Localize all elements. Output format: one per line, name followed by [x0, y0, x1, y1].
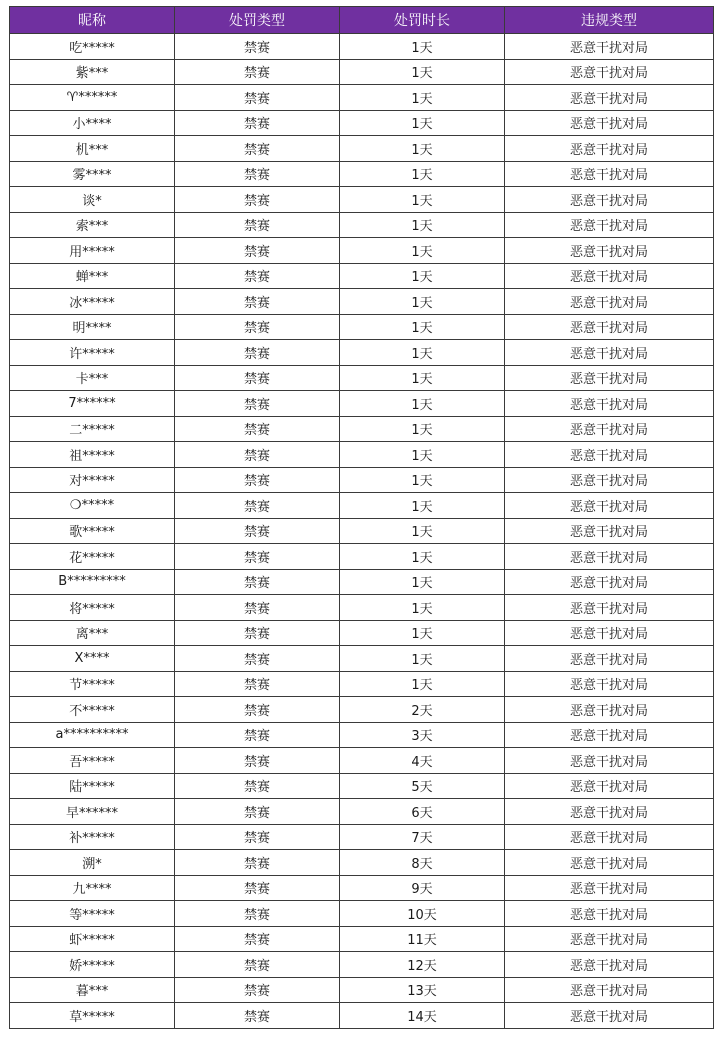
cell-penalty-type: 禁赛 — [175, 365, 340, 391]
table-row — [10, 136, 714, 162]
cell-penalty-duration: 2天 — [340, 697, 505, 723]
cell-nickname: 7****** — [10, 391, 175, 417]
cell-violation-type: 恶意干扰对局 — [505, 340, 714, 366]
table-row — [10, 416, 714, 442]
cell-violation-type: 恶意干扰对局 — [505, 187, 714, 213]
cell-penalty-duration: 3天 — [340, 722, 505, 748]
table-row — [10, 850, 714, 876]
cell-penalty-duration: 10天 — [340, 901, 505, 927]
cell-nickname: 机*** — [10, 136, 175, 162]
cell-violation-type: 恶意干扰对局 — [505, 977, 714, 1003]
table-row — [10, 161, 714, 187]
cell-nickname: 雾**** — [10, 161, 175, 187]
cell-nickname: B********* — [10, 569, 175, 595]
cell-penalty-type: 禁赛 — [175, 671, 340, 697]
cell-penalty-duration: 9天 — [340, 875, 505, 901]
cell-nickname: 不***** — [10, 697, 175, 723]
cell-nickname: 小**** — [10, 110, 175, 136]
table-row — [10, 442, 714, 468]
cell-nickname: 索*** — [10, 212, 175, 238]
cell-nickname: 将***** — [10, 595, 175, 621]
cell-nickname: 祖***** — [10, 442, 175, 468]
cell-penalty-duration: 6天 — [340, 799, 505, 825]
cell-penalty-duration: 1天 — [340, 263, 505, 289]
table-row — [10, 901, 714, 927]
table-row — [10, 289, 714, 315]
cell-penalty-duration: 1天 — [340, 467, 505, 493]
table-row — [10, 187, 714, 213]
cell-penalty-type: 禁赛 — [175, 212, 340, 238]
cell-violation-type: 恶意干扰对局 — [505, 620, 714, 646]
table-row — [10, 391, 714, 417]
cell-nickname: 九**** — [10, 875, 175, 901]
cell-penalty-type: 禁赛 — [175, 314, 340, 340]
table-row — [10, 722, 714, 748]
cell-penalty-type: 禁赛 — [175, 187, 340, 213]
cell-violation-type: 恶意干扰对局 — [505, 646, 714, 672]
cell-penalty-duration: 14天 — [340, 1003, 505, 1029]
cell-penalty-type: 禁赛 — [175, 544, 340, 570]
cell-penalty-duration: 1天 — [340, 671, 505, 697]
cell-violation-type: 恶意干扰对局 — [505, 314, 714, 340]
cell-nickname: 补***** — [10, 824, 175, 850]
table-row — [10, 773, 714, 799]
cell-penalty-type: 禁赛 — [175, 901, 340, 927]
cell-penalty-duration: 1天 — [340, 340, 505, 366]
cell-penalty-duration: 1天 — [340, 59, 505, 85]
table-row — [10, 314, 714, 340]
cell-nickname: ❍***** — [10, 493, 175, 519]
table-row — [10, 926, 714, 952]
cell-violation-type: 恶意干扰对局 — [505, 595, 714, 621]
cell-penalty-duration: 1天 — [340, 365, 505, 391]
cell-violation-type: 恶意干扰对局 — [505, 161, 714, 187]
cell-violation-type: 恶意干扰对局 — [505, 824, 714, 850]
table-row — [10, 263, 714, 289]
cell-nickname: 娇***** — [10, 952, 175, 978]
table-row — [10, 697, 714, 723]
table-row — [10, 569, 714, 595]
cell-penalty-duration: 1天 — [340, 595, 505, 621]
cell-nickname: 溯* — [10, 850, 175, 876]
cell-penalty-type: 禁赛 — [175, 850, 340, 876]
cell-nickname: 谈* — [10, 187, 175, 213]
cell-violation-type: 恶意干扰对局 — [505, 952, 714, 978]
cell-penalty-duration: 1天 — [340, 85, 505, 111]
cell-penalty-duration: 11天 — [340, 926, 505, 952]
cell-penalty-duration: 8天 — [340, 850, 505, 876]
table-row — [10, 977, 714, 1003]
cell-penalty-type: 禁赛 — [175, 493, 340, 519]
cell-violation-type: 恶意干扰对局 — [505, 85, 714, 111]
cell-penalty-type: 禁赛 — [175, 620, 340, 646]
cell-violation-type: 恶意干扰对局 — [505, 926, 714, 952]
cell-penalty-type: 禁赛 — [175, 416, 340, 442]
cell-penalty-type: 禁赛 — [175, 136, 340, 162]
cell-nickname: a********** — [10, 722, 175, 748]
cell-violation-type: 恶意干扰对局 — [505, 136, 714, 162]
table-row — [10, 467, 714, 493]
table-row — [10, 748, 714, 774]
cell-penalty-duration: 1天 — [340, 212, 505, 238]
table-row — [10, 646, 714, 672]
cell-violation-type: 恶意干扰对局 — [505, 773, 714, 799]
cell-violation-type: 恶意干扰对局 — [505, 365, 714, 391]
cell-penalty-duration: 1天 — [340, 442, 505, 468]
cell-penalty-duration: 1天 — [340, 493, 505, 519]
cell-penalty-type: 禁赛 — [175, 926, 340, 952]
cell-violation-type: 恶意干扰对局 — [505, 391, 714, 417]
cell-nickname: 冰***** — [10, 289, 175, 315]
cell-violation-type: 恶意干扰对局 — [505, 544, 714, 570]
cell-violation-type: 恶意干扰对局 — [505, 263, 714, 289]
cell-violation-type: 恶意干扰对局 — [505, 518, 714, 544]
table-row — [10, 1003, 714, 1029]
cell-penalty-type: 禁赛 — [175, 467, 340, 493]
cell-violation-type: 恶意干扰对局 — [505, 901, 714, 927]
table-row — [10, 671, 714, 697]
cell-penalty-type: 禁赛 — [175, 773, 340, 799]
cell-penalty-type: 禁赛 — [175, 289, 340, 315]
cell-penalty-type: 禁赛 — [175, 722, 340, 748]
cell-penalty-type: 禁赛 — [175, 442, 340, 468]
cell-penalty-duration: 5天 — [340, 773, 505, 799]
cell-violation-type: 恶意干扰对局 — [505, 416, 714, 442]
cell-nickname: 蝉*** — [10, 263, 175, 289]
penalty-table — [9, 6, 714, 1029]
cell-penalty-type: 禁赛 — [175, 646, 340, 672]
cell-nickname: 许***** — [10, 340, 175, 366]
cell-penalty-type: 禁赛 — [175, 799, 340, 825]
cell-penalty-type: 禁赛 — [175, 391, 340, 417]
cell-nickname: 明**** — [10, 314, 175, 340]
table-row — [10, 34, 714, 60]
cell-penalty-duration: 1天 — [340, 161, 505, 187]
table-row — [10, 544, 714, 570]
cell-nickname: 吃***** — [10, 34, 175, 60]
cell-nickname: 歌***** — [10, 518, 175, 544]
cell-penalty-type: 禁赛 — [175, 977, 340, 1003]
cell-penalty-type: 禁赛 — [175, 85, 340, 111]
cell-penalty-type: 禁赛 — [175, 110, 340, 136]
cell-nickname: ♈****** — [10, 85, 175, 111]
table-header-row — [10, 7, 714, 34]
table-row — [10, 952, 714, 978]
cell-nickname: 节***** — [10, 671, 175, 697]
cell-violation-type: 恶意干扰对局 — [505, 799, 714, 825]
cell-penalty-type: 禁赛 — [175, 569, 340, 595]
cell-nickname: X**** — [10, 646, 175, 672]
cell-violation-type: 恶意干扰对局 — [505, 697, 714, 723]
cell-violation-type: 恶意干扰对局 — [505, 289, 714, 315]
cell-penalty-duration: 1天 — [340, 110, 505, 136]
table-row — [10, 799, 714, 825]
cell-nickname: 陆***** — [10, 773, 175, 799]
cell-penalty-duration: 1天 — [340, 314, 505, 340]
cell-violation-type: 恶意干扰对局 — [505, 875, 714, 901]
cell-penalty-type: 禁赛 — [175, 34, 340, 60]
cell-nickname: 用***** — [10, 238, 175, 264]
cell-violation-type: 恶意干扰对局 — [505, 493, 714, 519]
table-row — [10, 620, 714, 646]
cell-penalty-type: 禁赛 — [175, 263, 340, 289]
cell-violation-type: 恶意干扰对局 — [505, 850, 714, 876]
cell-violation-type: 恶意干扰对局 — [505, 748, 714, 774]
table-row — [10, 518, 714, 544]
cell-violation-type: 恶意干扰对局 — [505, 1003, 714, 1029]
header-penalty-duration: 处罚时长 — [340, 7, 505, 34]
cell-nickname: 二***** — [10, 416, 175, 442]
cell-violation-type: 恶意干扰对局 — [505, 238, 714, 264]
cell-penalty-type: 禁赛 — [175, 340, 340, 366]
cell-nickname: 草***** — [10, 1003, 175, 1029]
table-body — [10, 34, 714, 1029]
cell-penalty-type: 禁赛 — [175, 1003, 340, 1029]
cell-nickname: 花***** — [10, 544, 175, 570]
header-nickname: 昵称 — [10, 7, 175, 34]
header-violation-type: 违规类型 — [505, 7, 714, 34]
cell-nickname: 卡*** — [10, 365, 175, 391]
cell-penalty-duration: 1天 — [340, 569, 505, 595]
cell-penalty-duration: 1天 — [340, 646, 505, 672]
cell-penalty-duration: 12天 — [340, 952, 505, 978]
cell-nickname: 早****** — [10, 799, 175, 825]
table-row — [10, 875, 714, 901]
cell-penalty-type: 禁赛 — [175, 748, 340, 774]
cell-violation-type: 恶意干扰对局 — [505, 467, 714, 493]
table-row — [10, 85, 714, 111]
cell-violation-type: 恶意干扰对局 — [505, 442, 714, 468]
cell-penalty-type: 禁赛 — [175, 875, 340, 901]
cell-nickname: 暮*** — [10, 977, 175, 1003]
cell-nickname: 离*** — [10, 620, 175, 646]
penalty-table-container — [9, 6, 713, 1029]
cell-penalty-duration: 1天 — [340, 544, 505, 570]
header-penalty-type: 处罚类型 — [175, 7, 340, 34]
cell-violation-type: 恶意干扰对局 — [505, 671, 714, 697]
cell-violation-type: 恶意干扰对局 — [505, 59, 714, 85]
table-row — [10, 365, 714, 391]
cell-penalty-duration: 1天 — [340, 416, 505, 442]
table-row — [10, 493, 714, 519]
cell-penalty-type: 禁赛 — [175, 59, 340, 85]
table-row — [10, 595, 714, 621]
cell-penalty-duration: 1天 — [340, 391, 505, 417]
cell-penalty-duration: 1天 — [340, 289, 505, 315]
cell-penalty-duration: 1天 — [340, 136, 505, 162]
cell-penalty-duration: 1天 — [340, 187, 505, 213]
cell-penalty-type: 禁赛 — [175, 824, 340, 850]
cell-penalty-type: 禁赛 — [175, 238, 340, 264]
cell-violation-type: 恶意干扰对局 — [505, 110, 714, 136]
cell-nickname: 虾***** — [10, 926, 175, 952]
cell-penalty-duration: 1天 — [340, 620, 505, 646]
table-row — [10, 340, 714, 366]
table-row — [10, 824, 714, 850]
table-row — [10, 110, 714, 136]
table-row — [10, 212, 714, 238]
cell-penalty-duration: 13天 — [340, 977, 505, 1003]
cell-violation-type: 恶意干扰对局 — [505, 722, 714, 748]
cell-penalty-duration: 7天 — [340, 824, 505, 850]
cell-penalty-type: 禁赛 — [175, 595, 340, 621]
table-row — [10, 59, 714, 85]
cell-penalty-duration: 4天 — [340, 748, 505, 774]
cell-penalty-duration: 1天 — [340, 238, 505, 264]
cell-nickname: 对***** — [10, 467, 175, 493]
cell-nickname: 紫*** — [10, 59, 175, 85]
cell-penalty-type: 禁赛 — [175, 518, 340, 544]
cell-penalty-duration: 1天 — [340, 518, 505, 544]
cell-nickname: 吾***** — [10, 748, 175, 774]
cell-penalty-type: 禁赛 — [175, 697, 340, 723]
cell-nickname: 等***** — [10, 901, 175, 927]
cell-violation-type: 恶意干扰对局 — [505, 569, 714, 595]
cell-violation-type: 恶意干扰对局 — [505, 34, 714, 60]
cell-violation-type: 恶意干扰对局 — [505, 212, 714, 238]
cell-penalty-type: 禁赛 — [175, 952, 340, 978]
table-row — [10, 238, 714, 264]
cell-penalty-duration: 1天 — [340, 34, 505, 60]
cell-penalty-type: 禁赛 — [175, 161, 340, 187]
